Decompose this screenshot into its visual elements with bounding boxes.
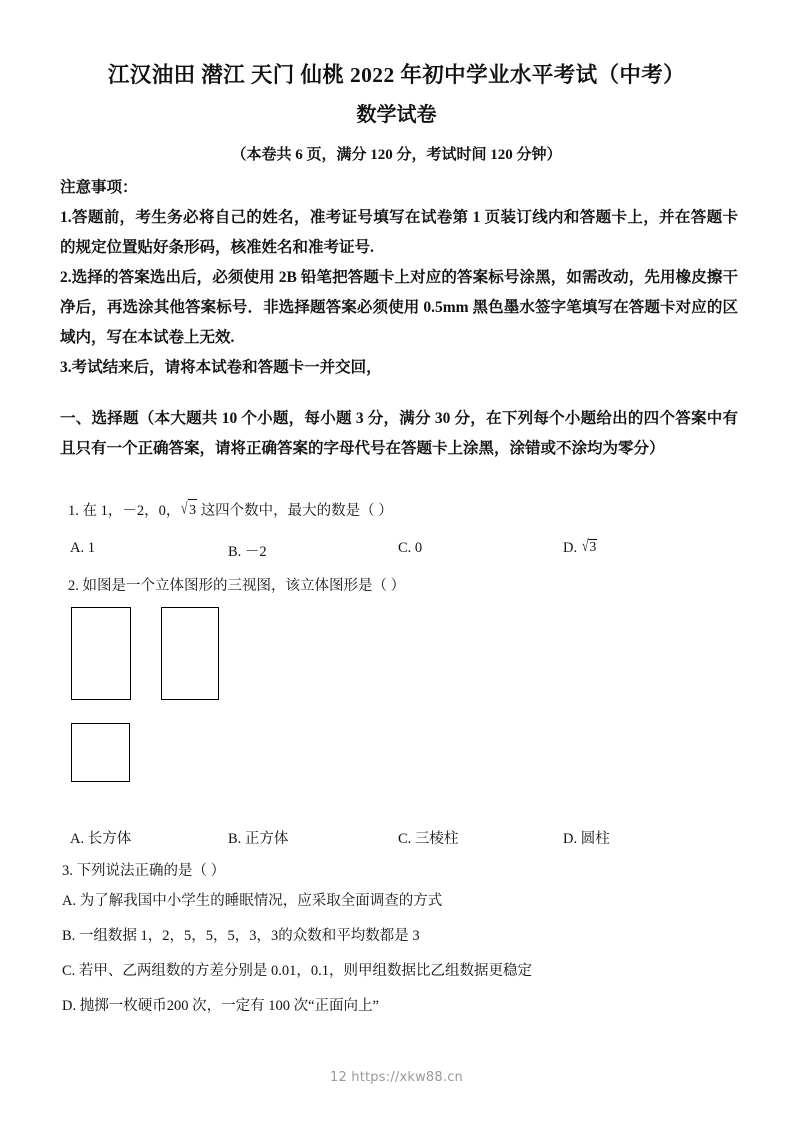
question-1-stem-before: 在 1，－2，0，	[82, 503, 181, 519]
radicand: 3	[188, 499, 197, 522]
question-2-option-b[interactable]	[228, 827, 288, 848]
side-view-rectangle	[161, 607, 219, 700]
option-text: 若甲、乙两组数的方差分别是 0.01，0.1，则甲组数据比乙组数据更稳定	[78, 963, 533, 979]
question-1-option-d[interactable]	[563, 540, 597, 557]
top-view-square	[71, 723, 130, 782]
option-label: A.	[70, 831, 85, 847]
option-text: 长方体	[87, 831, 132, 847]
question-1-option-a[interactable]	[70, 540, 95, 557]
option-label: C.	[398, 831, 412, 847]
option-label: B.	[228, 544, 242, 560]
question-2-option-a[interactable]	[70, 827, 131, 848]
option-text: 一组数据 1，2，5，5，5，3，3的众数和平均数都是 3	[78, 928, 420, 944]
question-2-option-d[interactable]	[563, 827, 610, 848]
option-label: A.	[62, 893, 77, 909]
option-text: 三棱柱	[414, 831, 459, 847]
section-heading-multiple-choice: 一、选择题（本大题共 10 个小题，每小题 3 分，满分 30 分，在下列每个小题给出的四个答案中有且只有一个正确答案，请将正确答案的字母代号在答题卡上涂黑，涂错或不涂均为零分）	[60, 410, 738, 457]
front-view-rectangle	[71, 607, 131, 700]
option-text: 为了解我国中小学生的睡眠情况，应采取全面调查的方式	[79, 893, 443, 909]
question-2-options	[68, 827, 738, 849]
question-1-options	[68, 540, 738, 562]
question-1-number: 1.	[68, 503, 79, 519]
question-1-option-c[interactable]	[398, 540, 422, 557]
notice-section	[60, 178, 738, 383]
option-label: D.	[563, 540, 578, 556]
page-subtitle: 数学试卷	[356, 104, 437, 126]
question-2-number: 2.	[68, 578, 79, 594]
radicand: 3	[589, 540, 597, 555]
question-2-stem: 如图是一个立体图形的三视图，该立体图形是（ ）	[82, 578, 406, 594]
option-text: 抛掷一枚硬币200 次，一定有 100 次“正面向上”	[79, 998, 379, 1014]
option-text: 1	[87, 540, 95, 556]
option-label: B.	[228, 831, 242, 847]
question-3-option-c[interactable]	[62, 960, 742, 983]
question-1-option-b[interactable]	[228, 540, 267, 561]
radical-sign-icon: √	[181, 500, 188, 519]
question-3-number: 3.	[62, 863, 73, 879]
option-label: C.	[62, 963, 76, 979]
question-1-stem-after: 这四个数中，最大的数是（ ）	[197, 503, 393, 519]
option-text: －2	[244, 544, 267, 560]
question-3-option-d[interactable]	[62, 995, 742, 1018]
page-title-note: （本卷共 6 页，满分 120 分，考试时间 120 分钟）	[231, 147, 562, 163]
question-2-option-c[interactable]	[398, 827, 458, 848]
option-text: 0	[414, 540, 423, 556]
notice-item-3: 3.考试结来后，请将本试卷和答题卡一并交回，	[60, 358, 382, 376]
question-3-option-b[interactable]	[62, 925, 742, 948]
sqrt-3-symbol	[180, 500, 197, 523]
page-title: 江汉油田 潜江 天门 仙桃 2022 年初中学业水平考试（中考）	[107, 63, 686, 87]
option-text: 圆柱	[580, 831, 610, 847]
option-label: D.	[62, 998, 77, 1014]
option-label: C.	[398, 540, 412, 556]
question-3-option-a[interactable]	[62, 890, 742, 913]
radical-sign-icon: √	[581, 538, 589, 556]
sqrt-3-symbol	[581, 540, 598, 557]
notice-item-1: 1.答题前，考生务必将自己的姓名，准考证号填写在试卷第 1 页装订线内和答题卡上，并在答题卡的规定位置贴好条形码，核准姓名和准考证号.	[60, 209, 738, 257]
option-text: 正方体	[244, 831, 289, 847]
option-label: D.	[563, 831, 578, 847]
footer-watermark: 12 https://xkw88.cn	[330, 1070, 463, 1085]
notice-item-2: 2.选择的答案选出后，必须使用 2B 铅笔把答题卡上对应的答案标号涂黑，如需改动，先用橡皮擦干净后，再选涂其他答案标号．非选择题答案必须使用 0.5mm 黑色墨水签字笔填写在答题卡对应的区域内，写在本试卷上无效.	[60, 269, 738, 346]
option-label: B.	[62, 928, 76, 944]
question-3-stem: 下列说法正确的是（ ）	[76, 863, 226, 879]
notice-heading: 注意事项：	[60, 179, 138, 196]
option-label: A.	[70, 540, 85, 556]
question-3	[62, 860, 732, 883]
question-2	[68, 575, 738, 598]
question-1	[68, 500, 738, 523]
